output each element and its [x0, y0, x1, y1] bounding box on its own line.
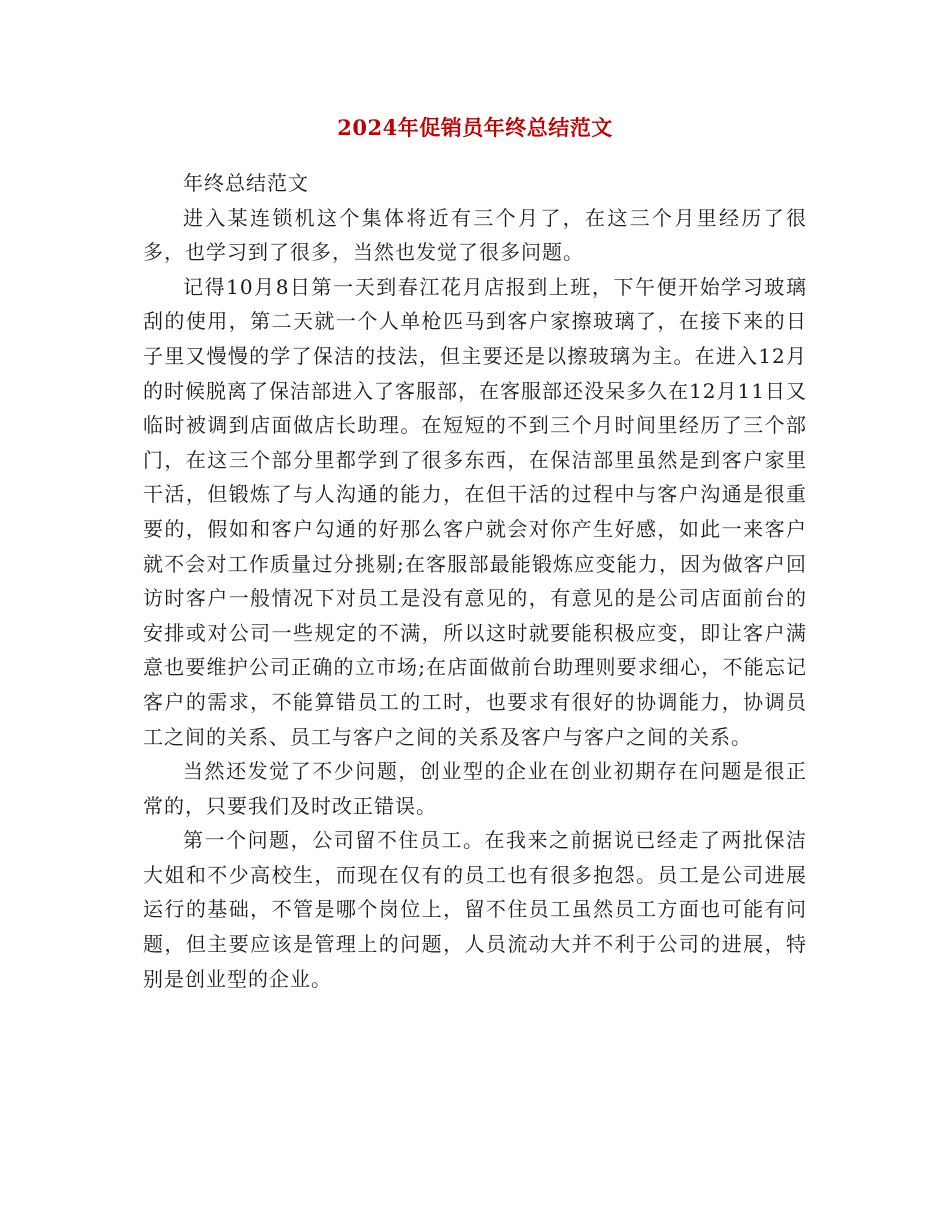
document-title: 2024年促销员年终总结范文	[337, 115, 613, 140]
paragraph-2: 记得10月8日第一天到春江花月店报到上班，下午便开始学习玻璃刮的使用，第二天就一个人单枪匹马到客户家擦玻璃了，在接下来的日子里又慢慢的学了保洁的技法，但主要还是以擦玻璃为主。在进入12月的时候脱离了保洁部进入了客服部，在客服部还没呆多久在12月11日又临时被调到店面做店长助理。在短短的不到三个月时间里经历了三个部门，在这三个部分里都学到了很多东西，在保洁部里虽然是到客户家里干活，但锻炼了与人沟通的能力，在但干活的过程中与客户沟通是很重要的，假如和客户勾通的好那么客户就会对你产生好感，如此一来客户就不会对工作质量过分挑剔;在客服部最能锻炼应变能力，因为做客户回访时客户一般情况下对员工是没有意见的，有意见的是公司店面前台的安排或对公司一些规定的不满，所以这时就要能积极应变，即让客户满意也要维护公司正确的立市场;在店面做前台助理则要求细心，不能忘记客户的需求，不能算错员工的工时，也要求有很好的协调能力，协调员工之间的关系、员工与客户之间的关系及客户与客户之间的关系。	[143, 274, 807, 749]
paragraph-4: 第一个问题，公司留不住员工。在我来之前据说已经走了两批保洁大姐和不少高校生，而现在仅有的员工也有很多抱怨。员工是公司进展运行的基础，不管是哪个岗位上，留不住员工虽然员工方面也可能有问题，但主要应该是管理上的问题，人员流动大并不利于公司的进展，特别是创业型的企业。	[143, 828, 807, 991]
paragraph-3: 当然还发觉了不少问题，创业型的企业在创业初期存在问题是很正常的，只要我们及时改正错误。	[143, 759, 807, 818]
paragraph-1: 进入某连锁机这个集体将近有三个月了，在这三个月里经历了很多，也学习到了很多，当然也发觉了很多问题。	[143, 205, 807, 265]
document-subheading: 年终总结范文	[183, 171, 309, 195]
document-page	[143, 112, 807, 996]
